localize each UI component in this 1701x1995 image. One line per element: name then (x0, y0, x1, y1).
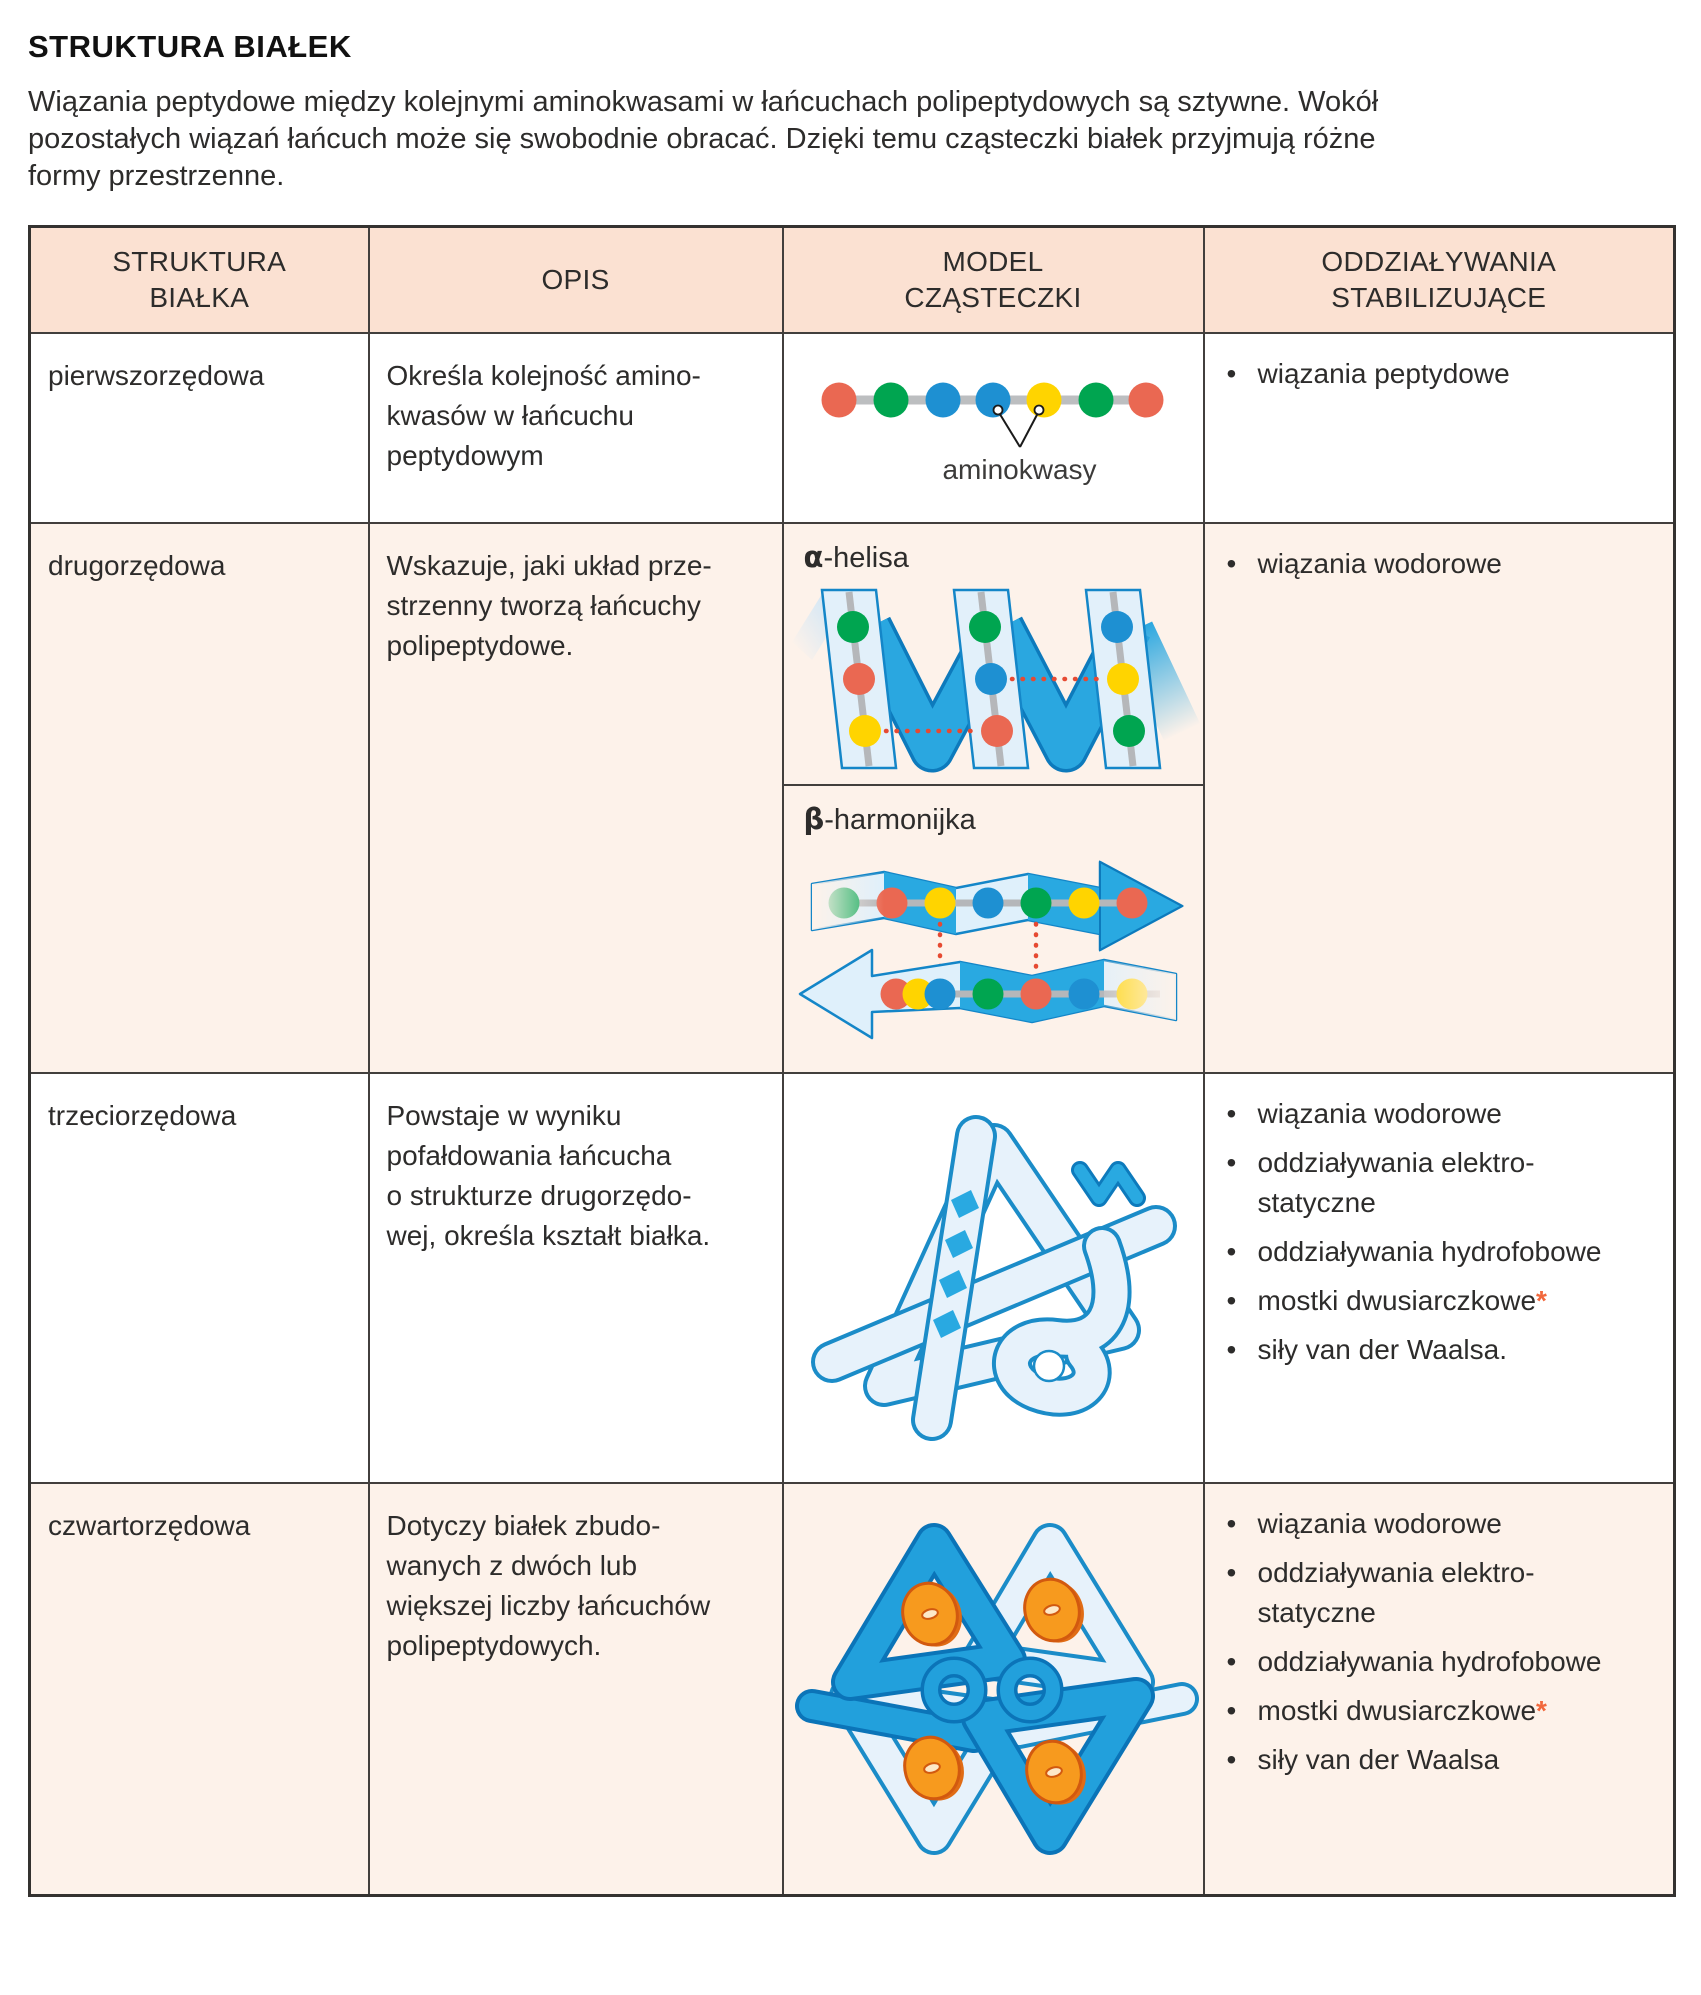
bullet-icon: • (1226, 548, 1237, 579)
description-primary: Określa kolejność amino- kwasów w łańcuchu peptydowym (386, 360, 701, 471)
header-text: STABILIZUJĄCE (1331, 282, 1547, 313)
list-item: • oddziaływania hydrofobowe (1225, 1642, 1664, 1682)
tertiary-structure-model-illustration (784, 1074, 1203, 1482)
structure-label-quaternary: czwartorzędowa (48, 1510, 251, 1541)
list-item: • wiązania wodorowe (1225, 1094, 1664, 1134)
bullet-icon: • (1226, 1508, 1237, 1539)
header-cell-description (369, 227, 783, 334)
intro-line: formy przestrzenne. (28, 160, 285, 192)
table-row-quaternary (30, 1483, 1675, 1896)
description-quaternary: Dotyczy białek zbudo- wanych z dwóch lub większej liczby łańcuchów polipeptydowych. (386, 1510, 711, 1661)
structure-label-primary: pierwszorzędowa (48, 360, 265, 391)
interactions-quaternary (1205, 1484, 1674, 1780)
list-item: • siły van der Waalsa (1225, 1740, 1664, 1780)
table-row-primary (30, 333, 1675, 523)
bullet-icon: • (1226, 1147, 1237, 1178)
header-cell-interactions (1204, 227, 1675, 334)
beta-sheet-label: β-harmonijka (803, 802, 976, 836)
bullet-icon: • (1226, 1695, 1237, 1726)
header-text: STRUKTURA (112, 246, 287, 277)
header-text: ODDZIAŁYWANIA (1321, 246, 1557, 277)
quaternary-structure-model-illustration (784, 1484, 1203, 1894)
protein-structure-table (28, 225, 1676, 1897)
intro-line: Wiązania peptydowe między kolejnymi aminokwasami w łańcuchach polipeptydowych są sztywne. Wokół (28, 86, 1379, 118)
interactions-secondary (1205, 524, 1674, 584)
header-text: OPIS (541, 264, 610, 295)
bullet-icon: • (1226, 1557, 1237, 1588)
list-item: • siły van der Waalsa. (1225, 1330, 1664, 1370)
table-row-secondary (30, 523, 1675, 1073)
footnote-asterisk: * (1536, 1695, 1547, 1726)
list-item: • wiązania wodorowe (1225, 544, 1664, 584)
amino-acid-chain-icon (784, 334, 1201, 522)
bullet-icon: • (1226, 1334, 1237, 1365)
footnote-asterisk: * (1536, 1285, 1547, 1316)
page (0, 30, 1701, 1897)
alpha-helix-label: α-helisa (803, 540, 909, 574)
list-item: • mostki dwusiarczkowe* (1225, 1281, 1664, 1321)
header-cell-model (783, 227, 1204, 334)
list-item: • mostki dwusiarczkowe* (1225, 1691, 1664, 1731)
list-item: • wiązania wodorowe (1225, 1504, 1664, 1544)
bullet-icon: • (1226, 1285, 1237, 1316)
table-row-tertiary (30, 1073, 1675, 1483)
alpha-helix-model-illustration (784, 524, 1203, 786)
bullet-icon: • (1226, 1236, 1237, 1267)
description-tertiary: Powstaje w wyniku pofałdowania łańcucha o strukturze drugorzędo- wej, określa kształt białka. (386, 1100, 711, 1251)
list-item: • oddziaływania elektro- statyczne (1225, 1143, 1664, 1223)
page-title: STRUKTURA BIAŁEK (28, 29, 352, 64)
bullet-icon: • (1226, 1098, 1237, 1129)
beta-sheet-icon (784, 846, 1201, 1068)
header-cell-structure (30, 227, 369, 334)
beta-sheet-model-illustration (784, 786, 1203, 1070)
list-item: • wiązania peptydowe (1225, 354, 1664, 394)
bullet-icon: • (1226, 1646, 1237, 1677)
header-text: CZĄSTECZKI (904, 282, 1082, 313)
description-secondary: Wskazuje, jaki układ prze- strzenny tworzą łańcuchy polipeptydowe. (386, 550, 712, 661)
header-text: MODEL (942, 246, 1044, 277)
alpha-helix-icon (784, 582, 1201, 782)
amino-acids-caption: aminokwasy (942, 454, 1097, 485)
bullet-icon: • (1226, 1744, 1237, 1775)
primary-structure-model-illustration (784, 334, 1203, 522)
structure-label-secondary: drugorzędowa (48, 550, 226, 581)
intro-line: pozostałych wiązań łańcuch może się swobodnie obracać. Dzięki temu cząsteczki białek przyjmują różne (28, 123, 1376, 155)
folded-protein-icon (784, 1074, 1201, 1478)
table-header-row (30, 227, 1675, 334)
header-text: BIAŁKA (149, 282, 250, 313)
list-item: • oddziaływania elektro- statyczne (1225, 1553, 1664, 1633)
structure-label-tertiary: trzeciorzędowa (48, 1100, 237, 1131)
interactions-primary (1205, 334, 1674, 394)
list-item: • oddziaływania hydrofobowe (1225, 1232, 1664, 1272)
hemoglobin-like-icon (784, 1484, 1201, 1894)
interactions-tertiary (1205, 1074, 1674, 1370)
intro-paragraph (28, 84, 1673, 195)
bullet-icon: • (1226, 358, 1237, 389)
